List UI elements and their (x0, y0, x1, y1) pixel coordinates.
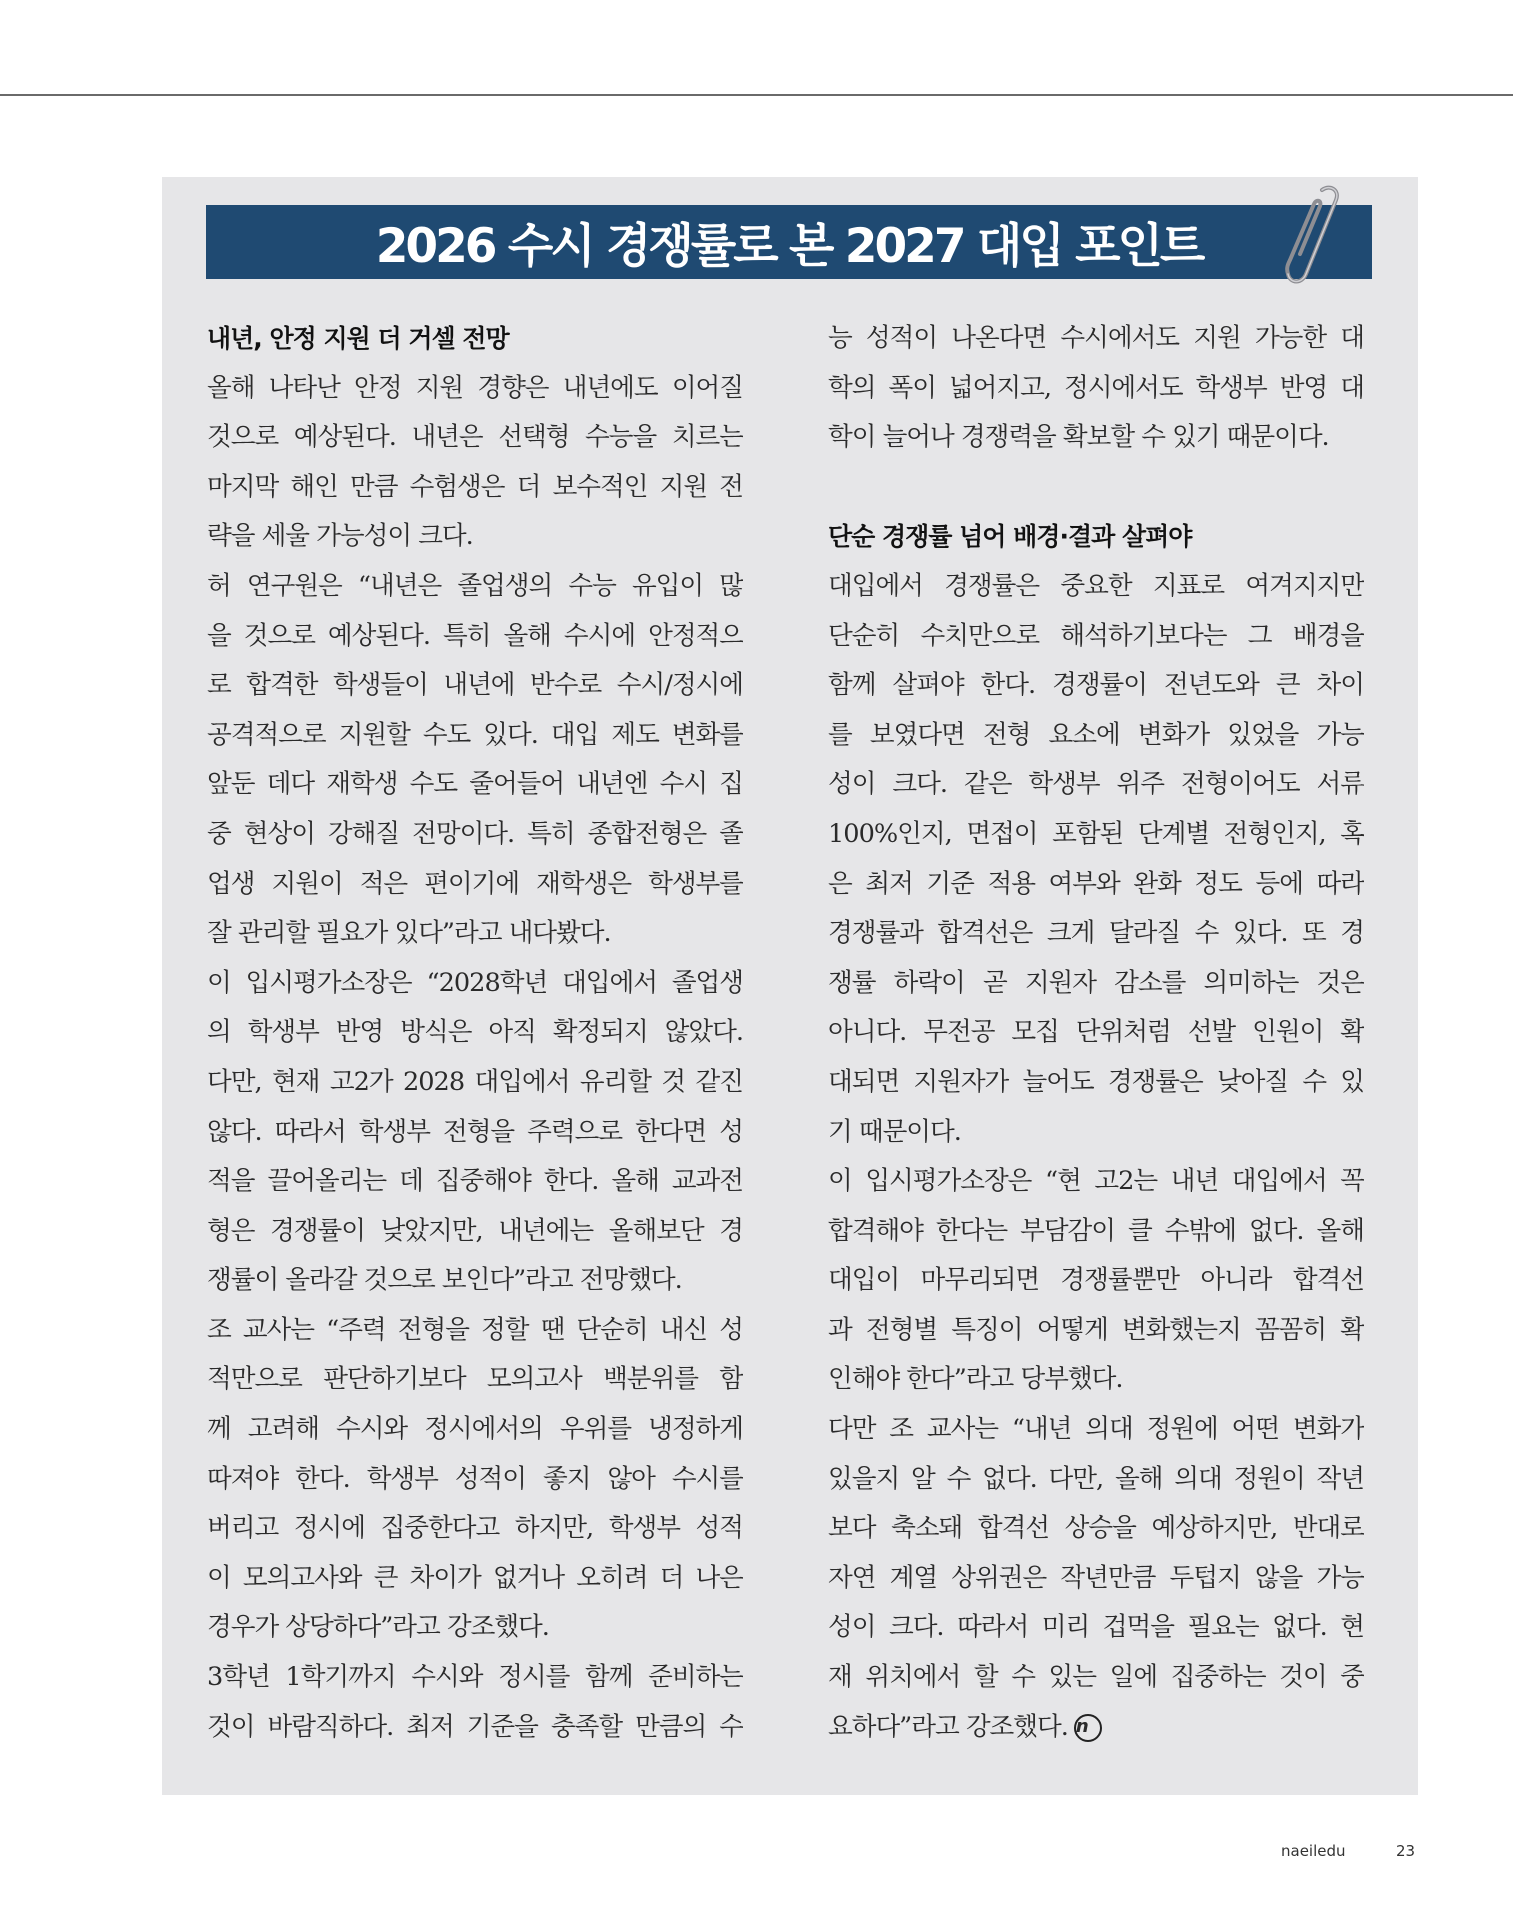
body-line: 경쟁률과 합격선은 크게 달라질 수 있다. 또 경 (828, 918, 1364, 949)
body-line: 대입이 마무리되면 경쟁률뿐만 아니라 합격선 (828, 1265, 1364, 1296)
body-line: 것이 바람직하다. 최저 기준을 충족할 만큼의 수 (207, 1711, 743, 1742)
body-line: 학의 폭이 넓어지고, 정시에서도 학생부 반영 대 (828, 372, 1364, 403)
left-column (207, 314, 743, 1752)
body-line: 다만 조 교사는 “내년 의대 정원에 어떤 변화가 (828, 1414, 1364, 1445)
right-column (828, 314, 1364, 1752)
body-line: 것으로 예상된다. 내년은 선택형 수능을 치르는 (207, 422, 743, 453)
body-line: 이 모의고사와 큰 차이가 없거나 오히려 더 나은 (207, 1562, 743, 1593)
article-end-mark-icon: n (1074, 1714, 1102, 1742)
body-line: 100%인지, 면접이 포함된 단계별 전형인지, 혹 (828, 818, 1364, 849)
body-line: 학이 늘어나 경쟁력을 확보할 수 있기 때문이다. (828, 422, 1329, 453)
body-line: 형은 경쟁률이 낮았지만, 내년에는 올해보단 경 (207, 1215, 743, 1246)
body-line: 로 합격한 학생들이 내년에 반수로 수시/정시에 (207, 670, 743, 701)
body-line: 재 위치에서 할 수 있는 일에 집중하는 것이 중 (828, 1662, 1364, 1693)
section-heading: 단순 경쟁률 넘어 배경·결과 살펴야 (828, 522, 1192, 552)
body-line: 3학년 1학기까지 수시와 정시를 함께 준비하는 (207, 1662, 743, 1693)
body-line: 은 최저 기준 적용 여부와 완화 정도 등에 따라 (828, 868, 1364, 899)
body-line: 인해야 한다”라고 당부했다. (828, 1364, 1123, 1395)
body-line: 조 교사는 “주력 전형을 정할 땐 단순히 내신 성 (207, 1314, 743, 1345)
body-line: 아니다. 무전공 모집 단위처럼 선발 인원이 확 (828, 1017, 1364, 1048)
body-line: 쟁률이 올라갈 것으로 보인다”라고 전망했다. (207, 1265, 682, 1296)
title-bar (206, 205, 1372, 279)
body-line: 따져야 한다. 학생부 성적이 좋지 않아 수시를 (207, 1463, 743, 1494)
body-line: 업생 지원이 적은 편이기에 재학생은 학생부를 (207, 868, 743, 899)
body-line: 대입에서 경쟁률은 중요한 지표로 여겨지지만 (828, 570, 1364, 601)
body-line: 을 것으로 예상된다. 특히 올해 수시에 안정적으 (207, 620, 743, 651)
body-line: 올해 나타난 안정 지원 경향은 내년에도 이어질 (207, 372, 743, 403)
body-line: 를 보였다면 전형 요소에 변화가 있었을 가능 (828, 719, 1364, 750)
body-line: 않다. 따라서 학생부 전형을 주력으로 한다면 성 (207, 1116, 743, 1147)
body-line: 이 입시평가소장은 “현 고2는 내년 대입에서 꼭 (828, 1166, 1364, 1197)
body-line: 함께 살펴야 한다. 경쟁률이 전년도와 큰 차이 (828, 670, 1364, 701)
footer-brand: naeiledu (1281, 1842, 1346, 1860)
top-rule (0, 94, 1513, 96)
article-panel (162, 177, 1418, 1795)
body-line: 중 현상이 강해질 전망이다. 특히 종합전형은 졸 (207, 818, 743, 849)
body-line: 있을지 알 수 없다. 다만, 올해 의대 정원이 작년 (828, 1463, 1364, 1494)
body-line-final (828, 1703, 1364, 1753)
body-line: 보다 축소돼 합격선 상승을 예상하지만, 반대로 (828, 1513, 1364, 1544)
body-line: 의 학생부 반영 방식은 아직 확정되지 않았다. (207, 1017, 743, 1048)
body-line: 공격적으로 지원할 수도 있다. 대입 제도 변화를 (207, 719, 743, 750)
paragraph-gap (828, 463, 1364, 513)
body-line: 기 때문이다. (828, 1116, 961, 1147)
body-line: 께 고려해 수시와 정시에서의 우위를 냉정하게 (207, 1414, 743, 1445)
body-line: 대되면 지원자가 늘어도 경쟁률은 낮아질 수 있 (828, 1066, 1364, 1097)
body-line: 단순히 수치만으로 해석하기보다는 그 배경을 (828, 620, 1364, 651)
body-line: 잘 관리할 필요가 있다”라고 내다봤다. (207, 918, 611, 949)
body-line: 쟁률 하락이 곧 지원자 감소를 의미하는 것은 (828, 967, 1364, 998)
body-line: 다만, 현재 고2가 2028 대입에서 유리할 것 같진 (207, 1066, 743, 1097)
paperclip-icon (1270, 182, 1340, 292)
body-line: 자연 계열 상위권은 작년만큼 두텁지 않을 가능 (828, 1562, 1364, 1593)
body-line: 적을 끌어올리는 데 집중해야 한다. 올해 교과전 (207, 1166, 743, 1197)
final-sentence: 요하다”라고 강조했다. (828, 1711, 1068, 1742)
body-line: 과 전형별 특징이 어떻게 변화했는지 꼼꼼히 확 (828, 1314, 1364, 1345)
page-number: 23 (1396, 1842, 1416, 1860)
body-line: 략을 세울 가능성이 크다. (207, 521, 473, 552)
body-line: 성이 크다. 따라서 미리 겁먹을 필요는 없다. 현 (828, 1612, 1364, 1643)
body-line: 경우가 상당하다”라고 강조했다. (207, 1612, 549, 1643)
body-line: 적만으로 판단하기보다 모의고사 백분위를 함 (207, 1364, 743, 1395)
body-line: 버리고 정시에 집중한다고 하지만, 학생부 성적 (207, 1513, 743, 1544)
body-line: 능 성적이 나온다면 수시에서도 지원 가능한 대 (828, 323, 1364, 353)
body-line: 앞둔 데다 재학생 수도 줄어들어 내년엔 수시 집 (207, 769, 743, 800)
body-line: 합격해야 한다는 부담감이 클 수밖에 없다. 올해 (828, 1215, 1364, 1246)
body-line: 성이 크다. 같은 학생부 위주 전형이어도 서류 (828, 769, 1364, 800)
body-line: 허 연구원은 “내년은 졸업생의 수능 유입이 많 (207, 570, 743, 601)
body-line: 마지막 해인 만큼 수험생은 더 보수적인 지원 전 (207, 471, 743, 502)
body-line: 이 입시평가소장은 “2028학년 대입에서 졸업생 (207, 967, 743, 998)
section-heading: 내년, 안정 지원 더 거셀 전망 (207, 324, 509, 353)
article-title: 2026 수시 경쟁률로 본 2027 대입 포인트 (375, 218, 1203, 274)
